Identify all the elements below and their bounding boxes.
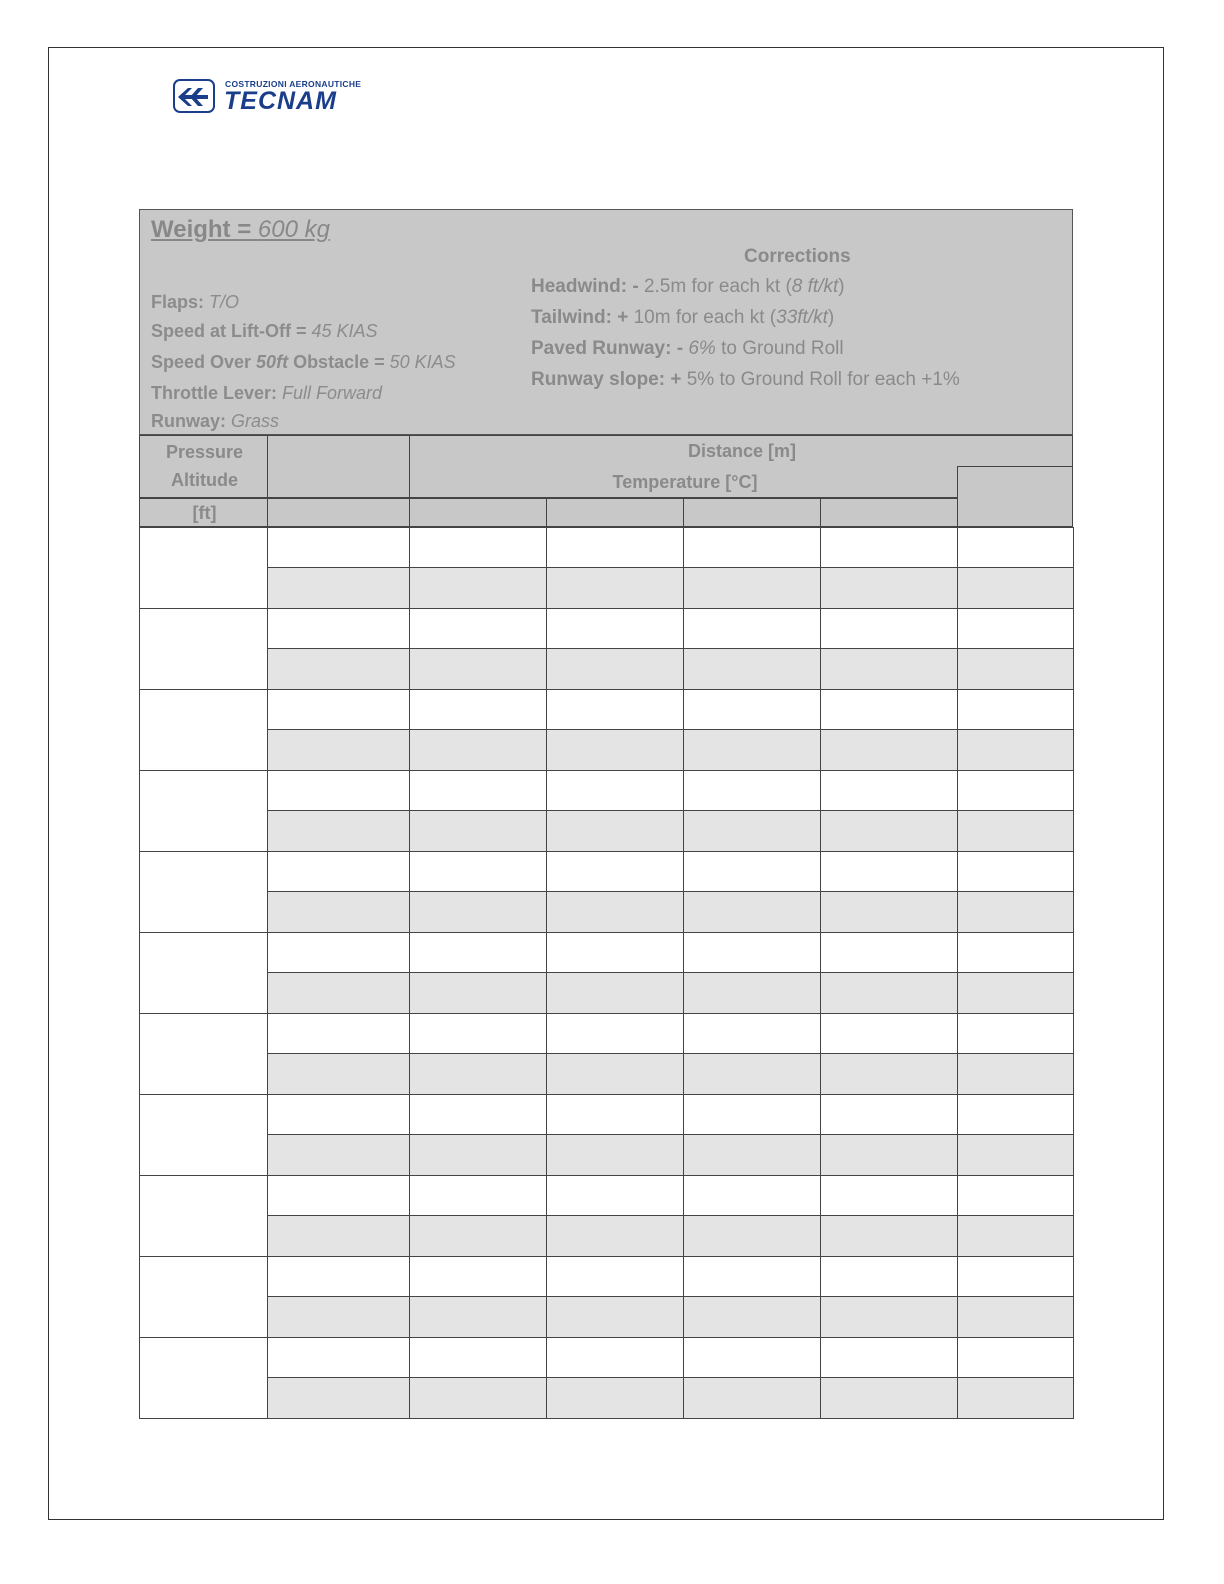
ground-roll-cell [957,608,1074,650]
ground-roll-cell [957,770,1074,812]
ground-roll-cell [683,1175,821,1217]
altitude-cell [139,770,268,852]
ground-roll-cell [409,1256,547,1298]
ground-roll-cell [546,1256,684,1298]
ground-roll-cell [820,770,958,812]
obstacle-distance-cell [820,1134,958,1176]
ground-roll-cell [683,932,821,974]
obstacle-distance-cell [957,729,1074,771]
ground-roll-cell [957,527,1074,569]
logo-subtitle: COSTRUZIONI AERONAUTICHE [225,79,362,89]
altitude-cell [139,527,268,609]
obstacle-distance-cell [683,972,821,1014]
ground-roll-cell [267,1256,410,1298]
ground-roll-cell [409,689,547,731]
altitude-cell [139,1175,268,1257]
altitude-cell [139,1013,268,1095]
obstacle-distance-cell [267,1296,410,1338]
paved-runway-correction: Paved Runway: - 6% to Ground Roll [531,338,844,359]
altitude-cell [139,851,268,933]
ground-roll-cell [683,689,821,731]
tecnam-logo-icon [173,79,215,113]
tecnam-logo [173,77,363,117]
ground-roll-cell [546,1175,684,1217]
flaps-line: Flaps: T/O [151,292,240,312]
performance-header [139,209,1073,435]
ground-roll-cell [267,851,410,893]
obstacle-distance-cell [683,891,821,933]
ground-roll-cell [267,932,410,974]
ground-roll-cell [683,1094,821,1136]
obstacle-distance-cell [683,729,821,771]
obstacle-distance-cell [820,891,958,933]
ground-roll-cell [957,1337,1074,1379]
obstacle-distance-cell [820,1053,958,1095]
ground-roll-cell [957,1175,1074,1217]
obstacle-distance-cell [546,567,684,609]
ground-roll-cell [546,1337,684,1379]
obstacle-distance-cell [820,648,958,690]
corrections-title: Corrections [744,246,851,267]
obstacle-distance-cell [409,891,547,933]
temperature-label: Temperature [°C] [612,472,758,492]
distance-label: Distance [m] [687,441,797,461]
obstacle-distance-cell [683,1215,821,1257]
altitude-cell [139,1337,268,1419]
obstacle-distance-cell [267,810,410,852]
obstacle-distance-cell [683,1296,821,1338]
ground-roll-cell [546,1013,684,1055]
obstacle-distance-cell [546,1377,684,1419]
obstacle-distance-cell [957,1377,1074,1419]
obstacle-distance-cell [409,648,547,690]
ground-roll-cell [683,770,821,812]
logo-brand: TECNAM [224,87,337,115]
obstacle-distance-cell [409,1377,547,1419]
obstacle-distance-cell [267,1377,410,1419]
ground-roll-cell [820,1175,958,1217]
liftoff-line: Speed at Lift-Off = 45 KIAS [151,321,378,341]
obstacle-distance-cell [683,1053,821,1095]
obstacle-distance-cell [546,810,684,852]
ft-label: [ft] [192,503,217,523]
ground-roll-cell [820,608,958,650]
obstacle-distance-cell [267,1134,410,1176]
ground-roll-cell [267,527,410,569]
obstacle-distance-cell [267,567,410,609]
ground-roll-cell [820,932,958,974]
ground-roll-cell [546,689,684,731]
ground-roll-cell [820,1013,958,1055]
obstacle-distance-cell [957,1296,1074,1338]
obstacle-distance-cell [546,1296,684,1338]
obstacle-distance-cell [683,810,821,852]
ground-roll-cell [683,1337,821,1379]
obstacle-distance-cell [957,648,1074,690]
obstacle-distance-cell [957,567,1074,609]
temperature-column-header [683,498,821,527]
obstacle-distance-cell [546,729,684,771]
ground-roll-cell [409,932,547,974]
ground-roll-cell [820,1337,958,1379]
ground-roll-cell [546,527,684,569]
ground-roll-cell [820,689,958,731]
ground-roll-cell [409,527,547,569]
obstacle-distance-cell [409,972,547,1014]
temperature-column-header [267,498,410,527]
obstacle-distance-cell [546,891,684,933]
ground-roll-cell [409,851,547,893]
obstacle-distance-cell [957,1215,1074,1257]
ground-roll-cell [409,1013,547,1055]
ground-roll-cell [409,1094,547,1136]
ground-roll-cell [683,608,821,650]
obstacle-distance-cell [820,810,958,852]
runway-slope-correction: Runway slope: + 5% to Ground Roll for each +1% [531,369,960,390]
ground-roll-cell [957,932,1074,974]
ground-roll-cell [267,1337,410,1379]
obstacle-distance-cell [683,567,821,609]
obstacle-distance-cell [683,1134,821,1176]
ground-roll-cell [546,770,684,812]
ground-roll-cell [267,1094,410,1136]
obstacle-distance-cell [820,972,958,1014]
ground-roll-cell [409,608,547,650]
ground-roll-cell [820,1094,958,1136]
obstacle-distance-cell [409,1134,547,1176]
obstacle-distance-cell [267,972,410,1014]
ground-roll-cell [267,1175,410,1217]
ground-roll-cell [957,1094,1074,1136]
ground-roll-cell [267,689,410,731]
ground-roll-cell [546,851,684,893]
throttle-line: Throttle Lever: Full Forward [151,383,383,403]
pressure-label: Pressure [165,442,244,462]
ground-roll-cell [267,770,410,812]
obstacle-distance-cell [820,1377,958,1419]
ground-roll-cell [546,608,684,650]
obstacle-distance-cell [820,1296,958,1338]
obstacle-distance-cell [957,1134,1074,1176]
obstacle-distance-cell [267,891,410,933]
ground-roll-cell [683,1013,821,1055]
altitude-cell [139,689,268,771]
headwind-correction: Headwind: - 2.5m for each kt (8 ft/kt) [531,276,845,297]
temperature-column-header [820,498,958,527]
temperature-column-header [546,498,684,527]
altitude-cell [139,608,268,690]
ground-roll-cell [820,527,958,569]
obstacle-distance-cell [546,972,684,1014]
obstacle-distance-cell [546,1215,684,1257]
obstacle-distance-cell [683,1377,821,1419]
ground-roll-cell [683,527,821,569]
pressure-altitude-header [139,435,268,498]
obstacle-distance-cell [409,1215,547,1257]
ground-roll-cell [546,932,684,974]
obstacle-distance-cell [683,648,821,690]
ground-roll-cell [409,770,547,812]
ground-roll-cell [820,851,958,893]
obstacle-distance-cell [409,1053,547,1095]
ground-roll-cell [957,1013,1074,1055]
ground-roll-cell [409,1337,547,1379]
altitude-cell [139,932,268,1014]
obstacle-distance-cell [409,810,547,852]
obstacle-distance-cell [409,1296,547,1338]
weight-title: Weight = 600 kg [151,216,330,243]
obstacle-distance-cell [957,1053,1074,1095]
altitude-cell [139,1256,268,1338]
ground-roll-cell [267,608,410,650]
ground-roll-cell [820,1256,958,1298]
obstacle-distance-cell [820,567,958,609]
tailwind-correction: Tailwind: + 10m for each kt (33ft/kt) [531,307,835,328]
ground-roll-cell [957,689,1074,731]
runway-line: Runway: Grass [151,411,280,431]
ground-roll-cell [409,1175,547,1217]
obstacle-distance-cell [267,1053,410,1095]
obstacle-distance-cell [820,729,958,771]
obstacle-distance-cell [546,648,684,690]
obstacle-distance-cell [546,1134,684,1176]
obstacle-distance-cell [409,567,547,609]
obstacle-distance-cell [267,1215,410,1257]
ft-unit-header [139,498,268,527]
temperature-column-header [409,498,547,527]
obstacle-distance-cell [267,729,410,771]
obstacle-distance-cell [546,1053,684,1095]
last-column-header [957,466,1073,527]
altitude-cell [139,1094,268,1176]
obstacle-distance-cell [409,729,547,771]
blank-header [267,435,410,498]
obstacle-distance-cell [957,972,1074,1014]
ground-roll-cell [546,1094,684,1136]
ground-roll-cell [683,851,821,893]
ground-roll-cell [957,851,1074,893]
obstacle-distance-cell [820,1215,958,1257]
obstacle-line: Speed Over 50ft Obstacle = 50 KIAS [151,352,456,372]
ground-roll-cell [957,1256,1074,1298]
ground-roll-cell [683,1256,821,1298]
ground-roll-cell [267,1013,410,1055]
obstacle-distance-cell [957,891,1074,933]
altitude-label: Altitude [171,470,238,490]
obstacle-distance-cell [267,648,410,690]
obstacle-distance-cell [957,810,1074,852]
